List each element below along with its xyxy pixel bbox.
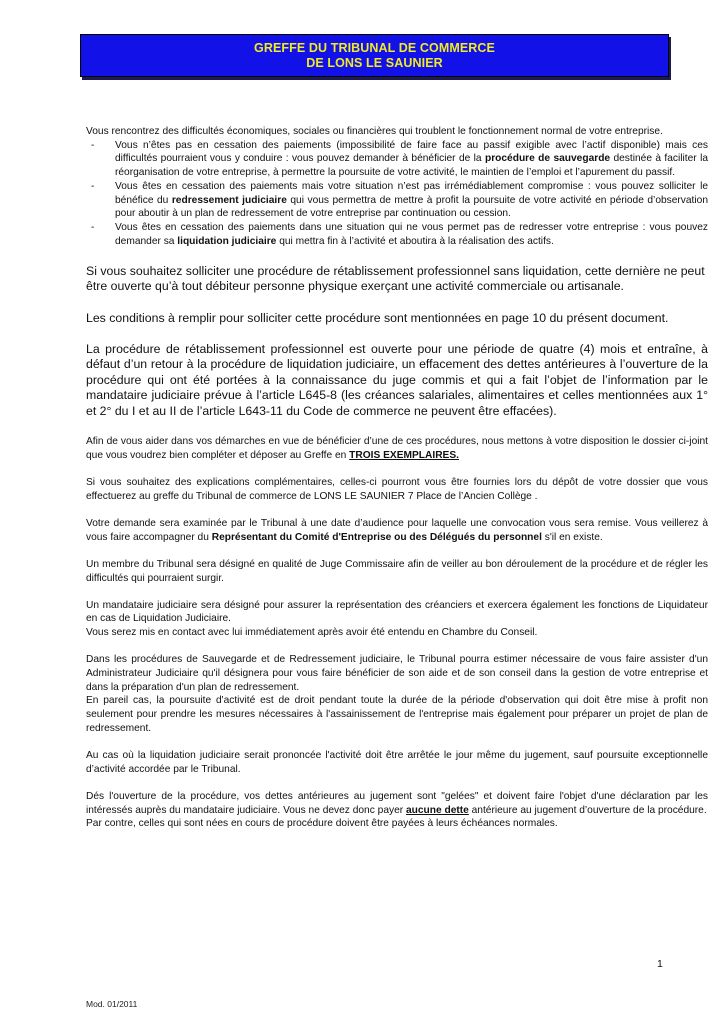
- list-item-redressement: [86, 180, 708, 221]
- demande-text: s'il en existe.: [541, 531, 603, 543]
- list-item-text: destinée à faciliter la réorganisation de votre entreprise, à permettre la poursuite de votre activité, le maintien de l’emploi et l’apurement du passif.: [115, 153, 708, 179]
- liquidation-paragraph: Au cas où la liquidation judiciaire serait prononcée l'activité doit être arrêtée le jour même du jugement, sauf poursuite exceptionnelle d’activité accordée par le Tribunal.: [86, 750, 708, 775]
- procedure-name-sauvegarde: procédure de sauvegarde: [484, 153, 611, 165]
- effacement-paragraph: La procédure de rétablissement professionnel est ouverte pour une période de quatre (4) mois et entraîne, à défaut d’un retour à la procédure de liquidation judiciaire, un effacement des dettes antérieures à l’ouverture de la procédure qui ont été portées à la connaissance du juge commis et qui a fait l’objet de l’information par le mandataire judiciaire prévue à l’article L645-8 (les créances salariales, alimentaires et celles mentionnées aux 1° et 2° du I et au II de l’article L643-11 du Code de commerce ne peuvent être effacées).: [86, 341, 708, 418]
- document-header: [80, 34, 669, 77]
- document-body: [86, 125, 708, 831]
- representant-emphasis: Représentant du Comité d'Entreprise ou des Délégués du personnel: [211, 531, 542, 543]
- procedure-name-liquidation: liquidation judiciaire: [177, 235, 277, 247]
- list-item-liquidation: [86, 221, 708, 248]
- form-version: Mod. 01/2011: [86, 999, 138, 1009]
- dettes-text: Dés l'ouverture de la procédure, vos dettes antérieures au jugement sont "gelées" et doivent faire l'objet d'une déclaration par les intéressés auprès du mandataire judiciaire. Vous ne devez donc payer: [86, 790, 708, 816]
- list-dash: -: [91, 139, 95, 151]
- mandataire-contact-paragraph: Vous serez mis en contact avec lui immédiatement après avoir été entendu en Chambre du Conseil.: [86, 627, 538, 639]
- header-title-line1: GREFFE DU TRIBUNAL DE COMMERCE: [254, 40, 495, 55]
- demande-text: Votre demande sera examinée par le Tribunal à une date d’audience pour laquelle une convocation vous sera remise. Vous veillerez à vous faire accompagner du: [86, 517, 708, 543]
- list-dash: -: [91, 221, 95, 233]
- demande-paragraph: [86, 517, 708, 544]
- list-item-text: Vous êtes en cessation des paiements dans une situation qui ne vous permet pas de redresser votre entreprise : vous pouvez demander sa: [115, 221, 708, 247]
- dettes-nouvelles-paragraph: Par contre, celles qui sont nées en cours de procédure doivent être payées à leurs échéances normales.: [86, 818, 558, 830]
- list-dash: -: [91, 180, 95, 192]
- list-item-text: Vous n’êtes pas en cessation des paiements (impossibilité de faire face au passif exigible avec l’actif disponible) mais ces difficultés pourraient vous y conduire : vous pouvez demander à bénéficier de la: [115, 139, 708, 165]
- dettes-paragraph: [86, 790, 708, 817]
- explications-paragraph: Si vous souhaitez des explications complémentaires, celles-ci pourront vous être fournies lors du dépôt de votre dossier que vous effectuerez au greffe du Tribunal de commerce de LONS LE SAUNIER 7 Place de l’Ancien Collège .: [86, 476, 708, 502]
- aucune-dette: aucune dette: [405, 804, 469, 816]
- page-number: 1: [657, 958, 663, 970]
- list-item-sauvegarde: [86, 139, 708, 180]
- list-item-text: qui vous permettra de mettre à profit la poursuite de votre activité en période d’observation pour aboutir à un plan de redressement de votre entreprise par continuation ou cession.: [115, 194, 708, 220]
- procedure-name-redressement: redressement judiciaire: [171, 194, 287, 206]
- retablissement-paragraph: Si vous souhaitez solliciter une procédure de rétablissement professionnel sans liquidation, cette dernière ne peut être ouverte qu’à tout débiteur personne physique exerçant une activité commerciale ou artisanale.: [86, 263, 705, 294]
- poursuite-activite-paragraph: En pareil cas, la poursuite d'activité est de droit pendant toute la durée de la période d'observation qui doit être mise à profit non seulement pour prendre les mesures nécessaires à l'assainissement de l'entreprise mais également pour préparer un projet de plan de redressement.: [86, 695, 708, 734]
- dettes-text: antérieure au jugement d’ouverture de la procédure.: [468, 804, 707, 816]
- list-item-text: Vous êtes en cessation des paiements mais votre situation n’est pas irrémédiablement compromise : vous pouvez solliciter le bénéfice du: [115, 180, 708, 206]
- list-item-text: qui mettra fin à l’activité et aboutira à la réalisation des actifs.: [276, 235, 554, 247]
- juge-commissaire-paragraph: Un membre du Tribunal sera désigné en qualité de Juge Commissaire afin de veiller au bon déroulement de la procédure et de régler les difficultés qui pourraient surgir.: [86, 558, 708, 584]
- trois-exemplaires: TROIS EXEMPLAIRES.: [349, 449, 459, 461]
- mandataire-paragraph: Un mandataire judiciaire sera désigné pour assurer la représentation des créanciers et exercera également les fonctions de Liquidateur en cas de Liquidation Judiciaire.: [86, 599, 708, 625]
- conditions-paragraph: Les conditions à remplir pour solliciter cette procédure sont mentionnées en page 10 du présent document.: [86, 310, 669, 325]
- aide-paragraph: [86, 435, 708, 462]
- procedure-list: [86, 139, 708, 249]
- aide-text: Afin de vous aider dans vos démarches en vue de bénéficier d’une de ces procédures, nous mettons à votre disposition le dossier ci-joint que vous voudrez bien compléter et déposer au Greffe en: [86, 436, 708, 461]
- header-title-line2: DE LONS LE SAUNIER: [306, 55, 443, 70]
- administrateur-paragraph: Dans les procédures de Sauvegarde et de Redressement judiciaire, le Tribunal pourra estimer nécessaire de vous faire assister d'un Administrateur Judiciaire qu'il désignera pour vous faire bénéficier de son aide et de son conseil dans la gestion de votre entreprise et dans la préparation d'un plan de redressement.: [86, 654, 708, 693]
- intro-paragraph: Vous rencontrez des difficultés économiques, sociales ou financières qui troublent le fonctionnement normal de votre entreprise.: [86, 126, 663, 137]
